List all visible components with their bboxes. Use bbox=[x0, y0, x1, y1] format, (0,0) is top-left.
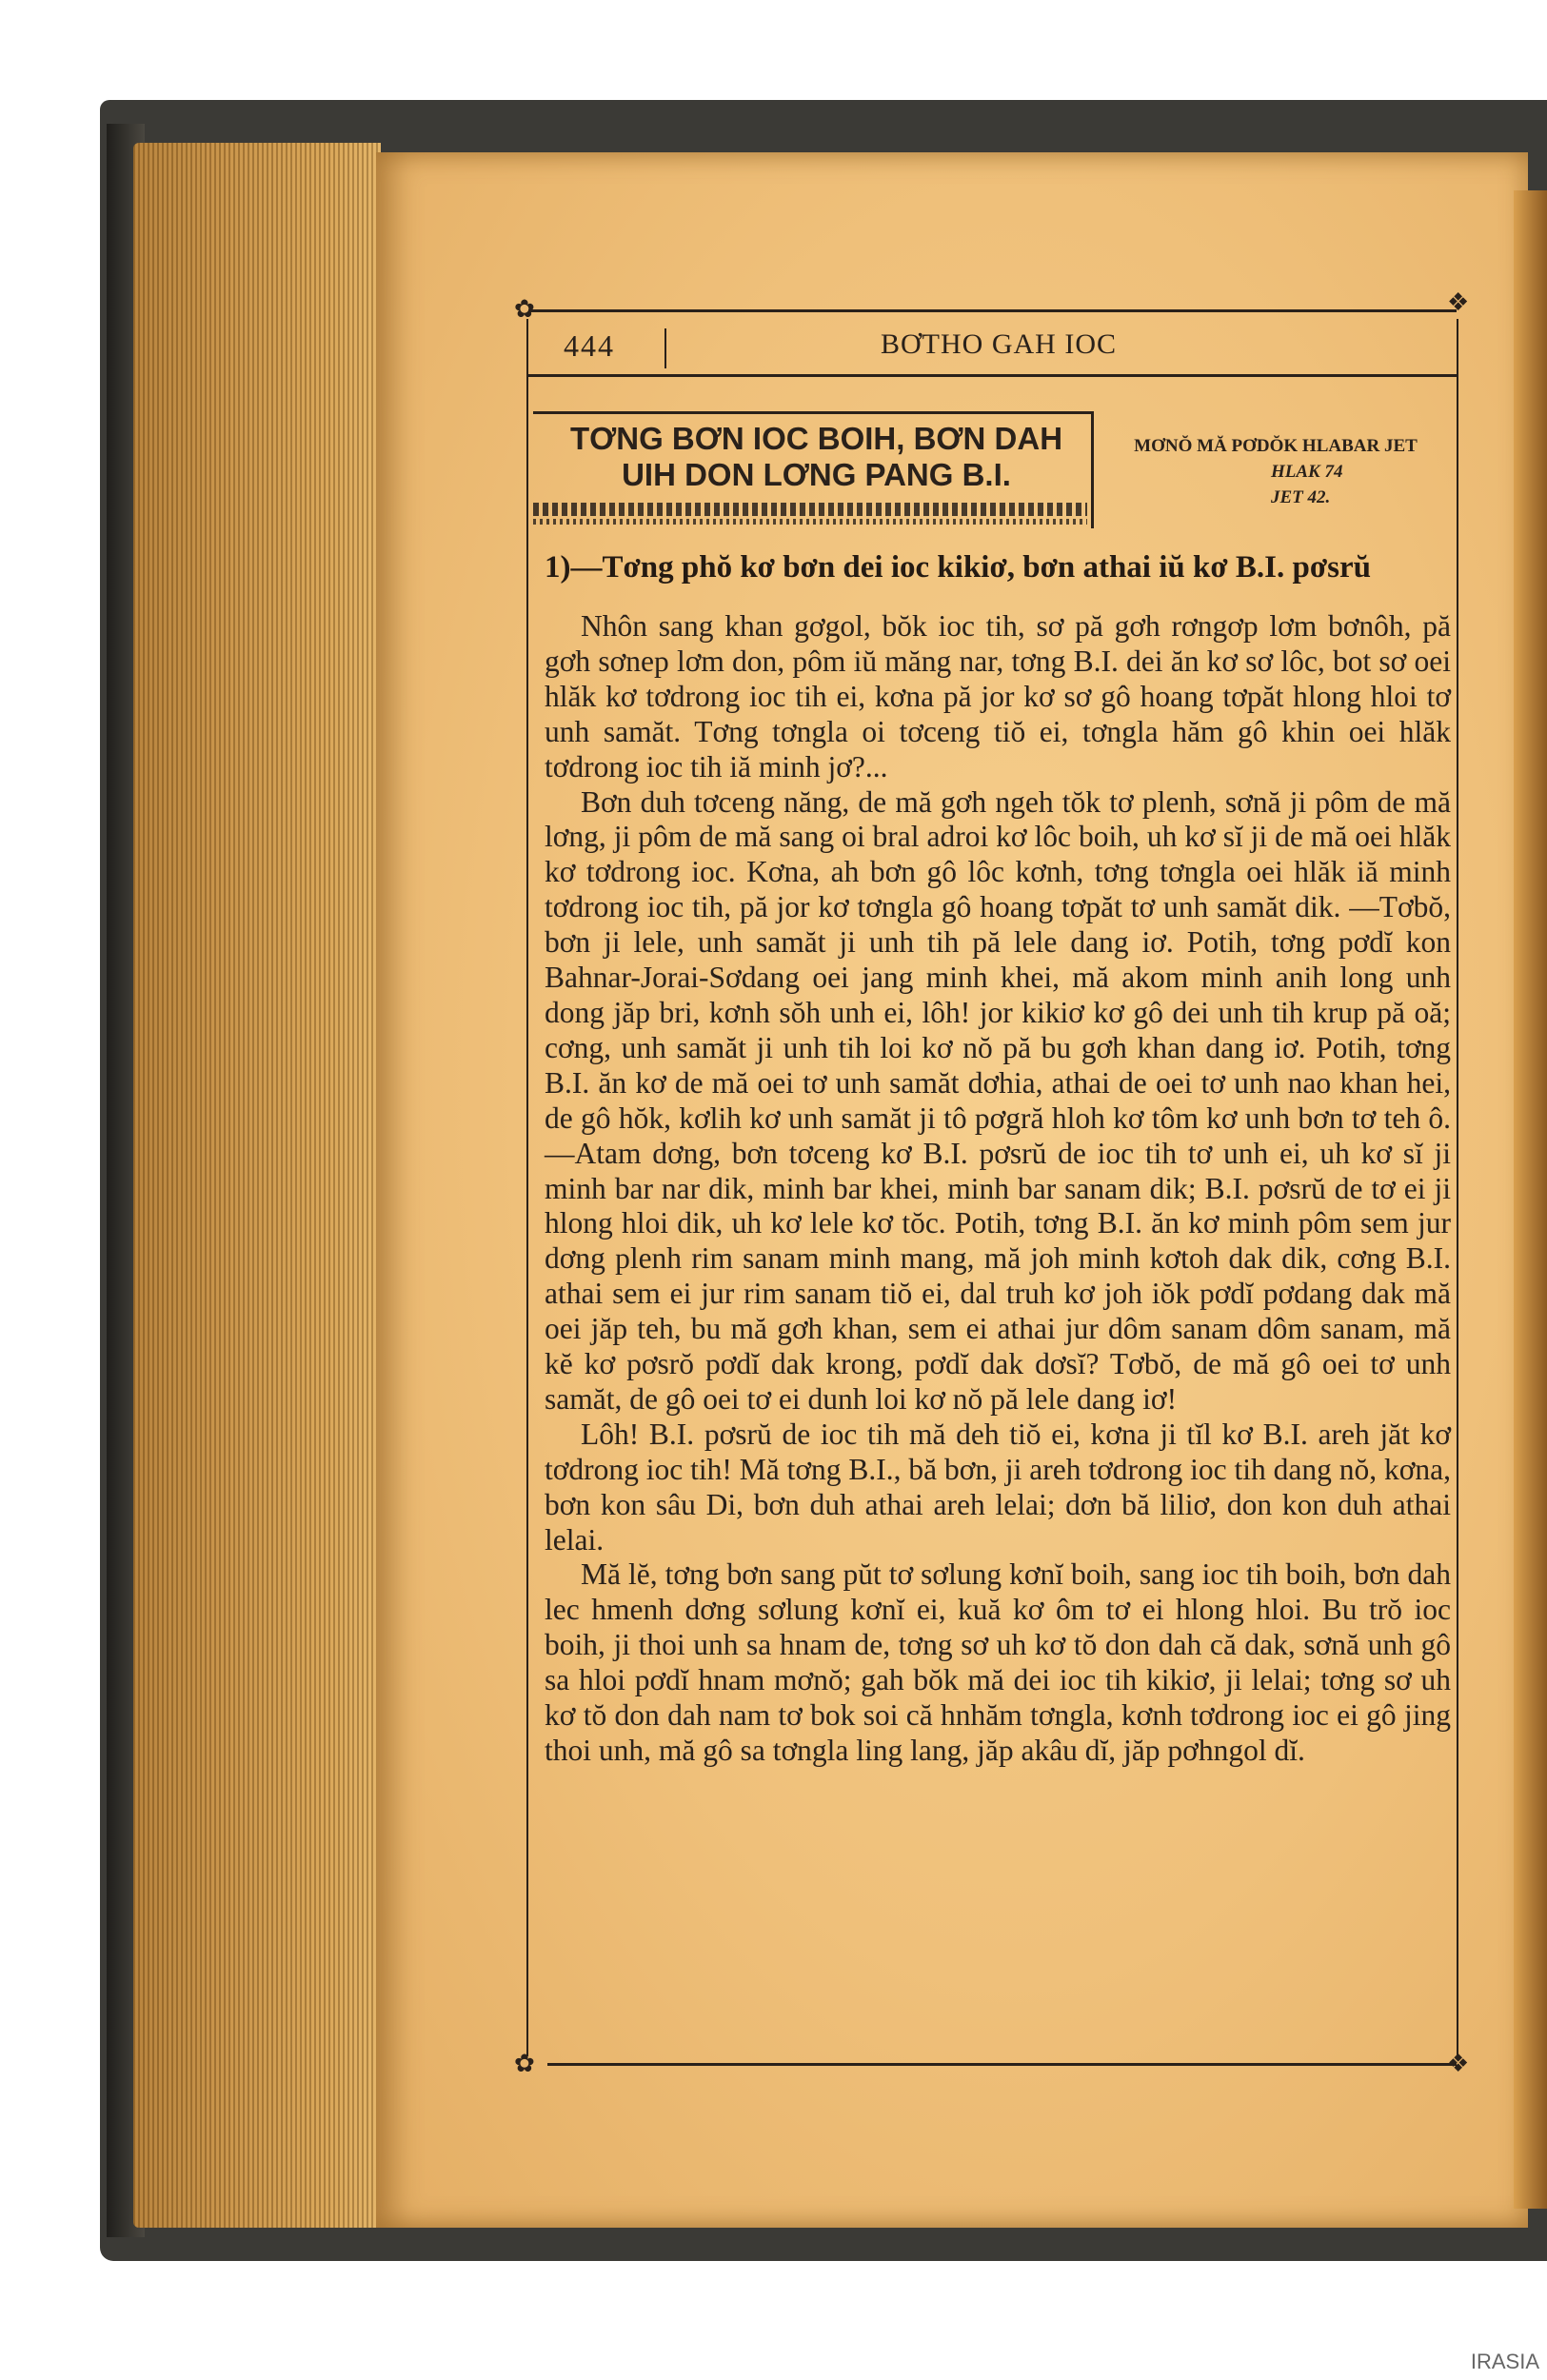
header-divider bbox=[664, 328, 666, 368]
side-note-line: JET 42. bbox=[1271, 487, 1331, 507]
header-rule bbox=[528, 374, 1457, 377]
corner-ornament-icon: ❖ bbox=[1447, 288, 1470, 316]
frame-left-line bbox=[526, 319, 528, 2056]
paragraph: Mă lĕ, tơng bơn sang pŭt tơ sơlung kơnĭ boih, sang ioc tih boih, bơn dah lec hmenh dơng sơlung kơnĭ ei, kuă kơ ôm tơ ei hlong hloi. Bu trŏ ioc boih, ji thoi unh sa hnam de, tơng sơ uh kơ tŏ don dah că dak, sơnă unh gô sa hloi pơdĭ hnam mơnŏ; gah bŏk mă dei ioc tih kikiơ, ji lelai; tơng sơ uh kơ tŏ don dah nam tơ bok soi că hnhăm tơngla, kơnh tơdrong ioc ei gô jing thoi unh, mă gô sa tơngla ling lang, jăp akâu dĭ, jăp pơhngol dĭ. bbox=[545, 1557, 1451, 1767]
paragraph: Bơn duh tơceng năng, de mă gơh ngeh tŏk tơ plenh, sơnă ji pôm de mă lơng, ji pôm de mă sang oi bral adroi kơ lôc boih, uh kơ sĭ ji de mă oei hlăk kơ tơdrong ioc. Kơna, ah bơn gô lôc kơnh, tơng tơngla oei hlăk iă minh tơdrong ioc tih, pă jor kơ tơngla gô hoang tơpăt tơ unh samăt dik. —Tơbŏ, bơn ji lele, unh samăt ji unh tih pă lele dang iơ. Potih, tơng pơdĭ kon Bahnar-Jorai-Sơdang oei jang minh khei, mă akom minh anih long unh dong jăp bri, kơnh sŏh unh ei, lôh! jor kikiơ kơ gô dei unh tih krup pă oă; cơng, unh samăt ji unh tih loi kơ nŏ pă bu gơh khan dang iơ. Potih, tơng B.I. ăn kơ de mă oei tơ unh samăt dơhia, athai de oei tơ unh nao khan hei, de gô hŏk, kơlih kơ unh samăt ji tô pơgră hloh kơ tôm kơ unh bơn tơ teh ô.—Atam dơng, bơn tơceng kơ B.I. pơsrŭ de ioc tih tơ unh ei, uh kơ sĭ ji minh bar nar dik, minh bar khei, minh bar sanam dik; B.I. pơsrŭ de tơ ei ji hlong hloi dik, uh kơ lele kơ tŏc. Potih, tơng B.I. ăn kơ minh pôm sem jur dơng plenh rim sanam minh mang, mă joh minh kơtoh dak dik, cơng B.I. athai sem ei jur rim sanam tiŏ ei, dal truh kơ joh iŏk pơdĭ pơdang dak mă oei jăp teh, bu mă gơh khan, sem ei athai jur dôm sanam dôm sanam, mă kĕ kơ pơsrŏ pơdĭ dak krong, pơdĭ dak dơsĭ? Tơbŏ, de mă gô oei tơ unh samăt, de gô oei tơ ei dunh loi kơ nŏ pă lele dang iơ! bbox=[545, 784, 1451, 1416]
corner-ornament-icon: ✿ bbox=[514, 2050, 535, 2077]
side-note-line: HLAK 74 bbox=[1271, 462, 1343, 482]
corner-ornament-icon: ❖ bbox=[1447, 2050, 1470, 2077]
section-title: TƠNG BƠN IOC BOIH, BƠN DAH UIH DON LƠNG PANG B.I. bbox=[569, 421, 1063, 492]
page-number: 444 bbox=[564, 328, 615, 363]
watermark: IRASIA bbox=[1470, 2350, 1539, 2373]
bottom-rule bbox=[547, 2063, 1457, 2066]
page-right-edge bbox=[1514, 190, 1547, 2209]
section-ornament-band bbox=[533, 519, 1087, 525]
frame-right-line bbox=[1457, 319, 1458, 2056]
paragraph: Lôh! B.I. pơsrŭ de ioc tih mă deh tiŏ ei, kơna ji tĭl kơ B.I. areh jăt kơ tơdrong ioc tih! Mă tơng B.I., bă bơn, ji areh tơdrong ioc tih dang nŏ, kơna, bơn kon sâu Di, bơn duh athai areh lelai; dơn bă liliơ, don kon duh athai lelai. bbox=[545, 1417, 1451, 1557]
corner-ornament-icon: ✿ bbox=[514, 295, 535, 323]
running-head: BƠTHO GAH IOC bbox=[881, 328, 1117, 360]
paragraph: Nhôn sang khan gơgol, bŏk ioc tih, sơ pă gơh rơngơp lơm bơnôh, pă gơh sơnep lơm don, pôm iŭ măng nar, tơng B.I. dei ăn kơ sơ lôc, bot sơ oei hlăk kơ tơdrong ioc tih ei, kơna pă jor kơ sơ gô hoang tơpăt hlong hloi tơ unh samăt. Tơng tơngla oi tơceng tiŏ ei, tơngla hăm gô khin oei hlăk tơdrong ioc tih iă minh jơ?... bbox=[545, 609, 1451, 783]
side-note bbox=[1100, 433, 1452, 510]
lead-sentence: 1)—Tơng phŏ kơ bơn dei ioc kikiơ, bơn athai iŭ kơ B.I. pơsrŭ bbox=[545, 550, 1371, 585]
side-note-line: MƠNŎ MĂ PƠDŎK HLABAR JET bbox=[1134, 436, 1418, 456]
section-ornament-band bbox=[533, 503, 1087, 516]
page-edges bbox=[133, 143, 381, 2228]
body-text bbox=[545, 609, 1451, 1769]
top-rule bbox=[528, 309, 1457, 312]
